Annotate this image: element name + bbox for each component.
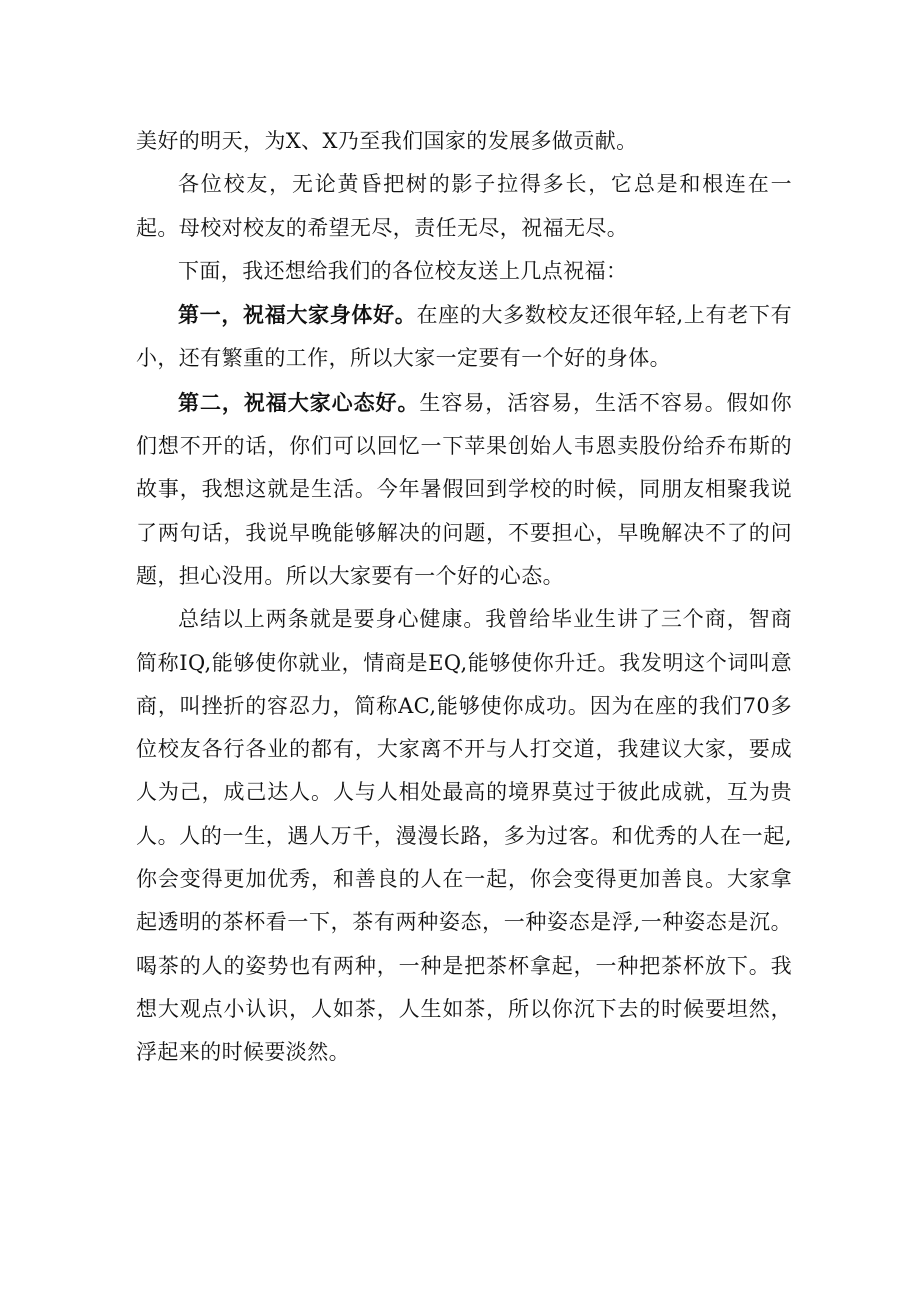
document-body <box>136 120 792 1075</box>
paragraph-blessing-health <box>136 293 792 381</box>
blessing-heading-mindset: 第二，祝福大家心态好。 <box>178 389 420 415</box>
blessing-body-health: 在座的大多数校友还很年轻,上有老下有小，还有繁重的工作，所以大家一定要有一个好的身体。 <box>136 303 792 371</box>
paragraph-summary-tea: 总结以上两条就是要身心健康。我曾给毕业生讲了三个商，智商简称IQ,能够使你就业，情商是EQ,能够使你升迁。我发明这个词叫意商，叫挫折的容忍力，简称AC,能够使你成功。因为在座的我们70多位校友各行各业的都有，大家离不开与人打交道，我建议大家，要成人为己，成己达人。人与人相处最高的境界莫过于彼此成就，互为贵人。人的一生，遇人万千，漫漫长路，多为过客。和优秀的人在一起,你会变得更加优秀，和善良的人在一起，你会变得更加善良。大家拿起透明的茶杯看一下，茶有两种姿态，一种姿态是浮,一种姿态是沉。喝茶的人的姿势也有两种，一种是把茶杯拿起，一种把茶杯放下。我想大观点小认识，人如茶，人生如茶，所以你沉下去的时候要坦然，浮起来的时候要淡然。 <box>136 607 792 1065</box>
paragraph-alumni-roots: 各位校友，无论黄昏把树的影子拉得多长，它总是和根连在一起。母校对校友的希望无尽，责任无尽，祝福无尽。 <box>136 172 792 240</box>
blessing-heading-health: 第一，祝福大家身体好。 <box>178 302 417 328</box>
paragraph-continuation: 美好的明天，为X、X乃至我们国家的发展多做贡献。 <box>136 129 638 153</box>
paragraph-blessings-intro: 下面，我还想给我们的各位校友送上几点祝福： <box>178 258 628 283</box>
blessing-body-mindset: 生容易，活容易，生活不容易。假如你们想不开的话，你们可以回忆一下苹果创始人韦恩卖股份给乔布斯的故事，我想这就是生活。今年暑假回到学校的时候，同朋友相聚我说了两句话，我说早晚能够解决的问题，不要担心，早晚解决不了的问题，担心没用。所以大家要有一个好的心态。 <box>136 390 792 588</box>
paragraph-blessing-mindset <box>136 381 792 598</box>
